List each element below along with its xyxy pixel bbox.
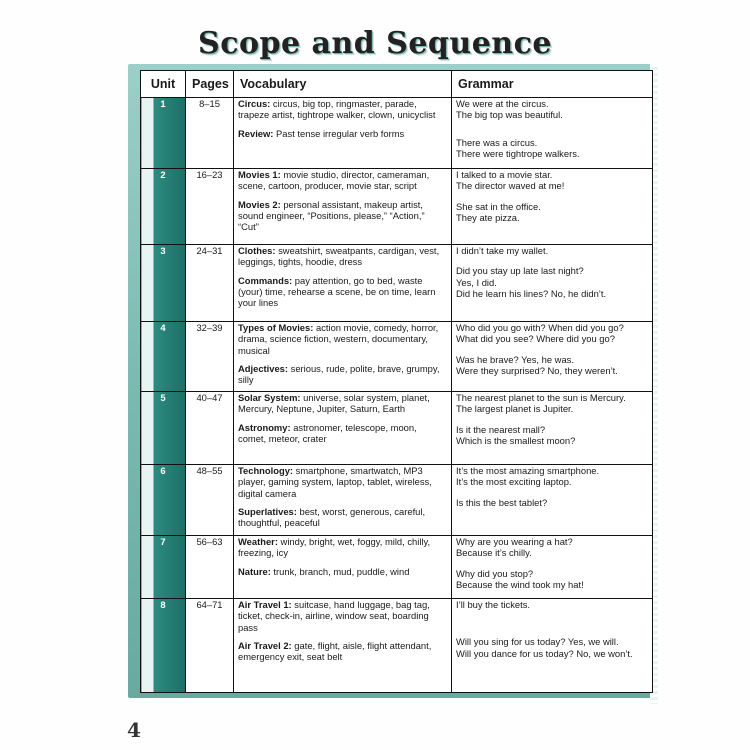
unit-number: 6 <box>141 465 186 536</box>
pages-range: 16–23 <box>186 169 234 245</box>
grammar-cell <box>452 536 653 599</box>
grammar-example-group <box>456 424 648 447</box>
pages-range: 48–55 <box>186 465 234 536</box>
vocabulary-entry <box>238 640 447 663</box>
unit-number: 1 <box>141 98 186 169</box>
grammar-example-group <box>456 322 648 345</box>
vocabulary-words: circus, big top, ringmaster, parade, trapeze artist, tightrope walker, clown, unicyclist <box>238 98 436 121</box>
grammar-example-group <box>456 169 648 192</box>
table-row <box>141 245 653 322</box>
vocabulary-words: movie studio, director, cameraman, scene, cartoon, producer, movie star, script <box>238 169 430 192</box>
vocabulary-words: windy, bright, wet, foggy, mild, chilly, freezing, icy <box>238 536 431 559</box>
table-row <box>141 536 653 599</box>
pages-range: 56–63 <box>186 536 234 599</box>
vocabulary-cell <box>234 98 452 169</box>
header-grammar: Grammar <box>452 71 653 98</box>
vocabulary-words: suitcase, hand luggage, bag tag, ticket, check-in, airline, window seat, boarding pass <box>238 599 430 633</box>
vocabulary-entry <box>238 245 447 268</box>
vocabulary-topic-label: Air Travel 1: <box>238 599 292 610</box>
pages-range: 64–71 <box>186 599 234 693</box>
table-row <box>141 169 653 245</box>
grammar-example: Why are you wearing a hat? <box>456 536 573 547</box>
vocabulary-topic-label: Nature: <box>238 565 271 577</box>
grammar-example: Because it’s chilly. <box>456 547 532 559</box>
vocabulary-words: action movie, comedy, horror, drama, science fiction, western, documentary, musical <box>238 322 439 356</box>
vocabulary-cell <box>234 169 452 245</box>
vocabulary-topic-label: Air Travel 2: <box>238 639 292 651</box>
grammar-example: The director waved at me! <box>456 180 565 192</box>
grammar-example: The largest planet is Jupiter. <box>456 403 574 415</box>
header-pages: Pages <box>186 71 234 98</box>
pages-range: 24–31 <box>186 245 234 322</box>
vocabulary-topic-label: Commands: <box>238 274 293 286</box>
vocabulary-words: pay attention, go to bed, waste (your) time, rehearse a scene, be on time, learn your lines <box>238 274 436 309</box>
vocabulary-entry <box>238 98 447 121</box>
grammar-example-group <box>456 245 648 256</box>
table-row <box>141 599 653 693</box>
unit-number: 3 <box>141 245 186 322</box>
header-vocabulary: Vocabulary <box>234 71 452 98</box>
grammar-example: Were they surprised? No, they weren’t. <box>456 364 618 376</box>
grammar-example: Because the wind took my hat! <box>456 578 584 590</box>
vocabulary-entry <box>238 566 447 577</box>
page-title: Scope and Sequence <box>198 26 552 61</box>
grammar-example-group <box>456 536 648 559</box>
unit-number: 7 <box>141 536 186 599</box>
vocabulary-words: personal assistant, makeup artist, sound engineer, “Positions, please,” “Action,” “Cut” <box>238 198 425 233</box>
vocabulary-topic-label: Movies 2: <box>238 198 281 210</box>
grammar-cell <box>452 245 653 322</box>
unit-number: 8 <box>141 599 186 693</box>
vocabulary-topic-label: Technology: <box>238 465 294 476</box>
vocabulary-words: universe, solar system, planet, Mercury, Neptune, Jupiter, Saturn, Earth <box>238 392 430 415</box>
grammar-example-group <box>456 265 648 299</box>
vocabulary-entry <box>238 363 447 386</box>
table-row <box>141 98 653 169</box>
vocabulary-entry <box>238 128 447 139</box>
unit-number: 2 <box>141 169 186 245</box>
vocabulary-entry <box>238 599 447 633</box>
grammar-example: I talked to a movie star. <box>456 169 553 180</box>
grammar-example-group <box>456 98 648 121</box>
grammar-example: Is this the best tablet? <box>456 496 548 508</box>
header-unit: Unit <box>141 71 186 98</box>
vocabulary-words: sweatshirt, sweatpants, cardigan, vest, leggings, tights, hoodie, dress <box>238 245 440 268</box>
vocabulary-words: astronomer, telescope, moon, comet, meteor, crater <box>238 421 417 444</box>
grammar-example: The big top was beautiful. <box>456 109 563 121</box>
grammar-example-group <box>456 354 648 377</box>
grammar-example: I’ll buy the tickets. <box>456 599 530 610</box>
grammar-example: There were tightrope walkers. <box>456 147 580 159</box>
vocabulary-topic-label: Superlatives: <box>238 505 297 517</box>
vocabulary-entry <box>238 275 447 309</box>
grammar-example: We were at the circus. <box>456 98 549 109</box>
vocabulary-cell <box>234 392 452 465</box>
grammar-example: I didn’t take my wallet. <box>456 245 549 256</box>
grammar-example: Yes, I did. <box>456 276 497 288</box>
table-body <box>141 98 653 693</box>
vocabulary-words: smartphone, smartwatch, MP3 player, gaming system, laptop, tablet, wireless, digital camera <box>238 465 432 499</box>
vocabulary-cell <box>234 599 452 693</box>
grammar-example: Did you stay up late last night? <box>456 265 584 277</box>
vocabulary-entry <box>238 536 447 559</box>
grammar-example: Did he learn his lines? No, he didn’t. <box>456 287 607 299</box>
grammar-example-group <box>456 568 648 591</box>
vocabulary-topic-label: Astronomy: <box>238 421 291 433</box>
vocabulary-entry <box>238 422 447 445</box>
vocabulary-cell <box>234 245 452 322</box>
grammar-example: Was he brave? Yes, he was. <box>456 353 574 365</box>
grammar-example-group <box>456 497 648 508</box>
grammar-cell <box>452 599 653 693</box>
grammar-cell <box>452 392 653 465</box>
table-header-row <box>141 71 653 98</box>
page-number: 4 <box>127 718 141 742</box>
grammar-example-group <box>456 465 648 488</box>
grammar-example: Will you dance for us today? No, we won’t. <box>456 647 633 659</box>
vocabulary-entry <box>238 506 447 529</box>
vocabulary-entry <box>238 392 447 415</box>
grammar-example: Is it the nearest mall? <box>456 423 546 435</box>
grammar-cell <box>452 322 653 392</box>
grammar-cell <box>452 465 653 536</box>
table-row <box>141 465 653 536</box>
grammar-example: It’s the most amazing smartphone. <box>456 465 600 476</box>
grammar-example: Why did you stop? <box>456 567 534 579</box>
grammar-cell <box>452 98 653 169</box>
grammar-example: She sat in the office. <box>456 200 541 212</box>
vocabulary-words: serious, rude, polite, brave, grumpy, silly <box>238 362 440 386</box>
vocabulary-cell <box>234 536 452 599</box>
scope-sequence-table <box>140 70 653 693</box>
vocabulary-words: trunk, branch, mud, puddle, wind <box>270 565 410 577</box>
grammar-example: There was a circus. <box>456 136 538 148</box>
grammar-example: The nearest planet to the sun is Mercury. <box>456 392 626 403</box>
grammar-example-group <box>456 636 648 659</box>
unit-number: 4 <box>141 322 186 392</box>
unit-number: 5 <box>141 392 186 465</box>
vocabulary-entry <box>238 465 447 499</box>
vocabulary-cell <box>234 322 452 392</box>
grammar-example-group <box>456 392 648 415</box>
pages-range: 8–15 <box>186 98 234 169</box>
vocabulary-topic-label: Review: <box>238 127 274 139</box>
vocabulary-topic-label: Weather: <box>238 536 278 547</box>
grammar-example: Will you sing for us today? Yes, we will. <box>456 636 619 648</box>
vocabulary-topic-label: Types of Movies: <box>238 322 314 333</box>
vocabulary-topic-label: Clothes: <box>238 245 276 256</box>
grammar-example: They ate pizza. <box>456 211 520 223</box>
vocabulary-words: Past tense irregular verb forms <box>273 127 405 139</box>
vocabulary-cell <box>234 465 452 536</box>
pages-range: 40–47 <box>186 392 234 465</box>
grammar-example-group <box>456 201 648 224</box>
grammar-example: Which is the smallest moon? <box>456 434 576 446</box>
vocabulary-topic-label: Circus: <box>238 98 271 109</box>
vocabulary-topic-label: Solar System: <box>238 392 301 403</box>
vocabulary-entry <box>238 199 447 233</box>
table-row <box>141 392 653 465</box>
grammar-example-group <box>456 599 648 610</box>
vocabulary-words: gate, flight, aisle, flight attendant, emergency exit, seat belt <box>238 639 432 663</box>
grammar-example: Who did you go with? When did you go? What did you see? Where did you go? <box>456 322 624 345</box>
pages-range: 32–39 <box>186 322 234 392</box>
vocabulary-words: best, worst, generous, careful, thoughtful, peaceful <box>238 505 426 529</box>
grammar-example: It’s the most exciting laptop. <box>456 476 572 488</box>
vocabulary-entry <box>238 169 447 192</box>
grammar-example-group <box>456 137 648 160</box>
grammar-cell <box>452 169 653 245</box>
vocabulary-topic-label: Adjectives: <box>238 362 289 374</box>
vocabulary-entry <box>238 322 447 356</box>
table-row <box>141 322 653 392</box>
vocabulary-topic-label: Movies 1: <box>238 169 281 180</box>
